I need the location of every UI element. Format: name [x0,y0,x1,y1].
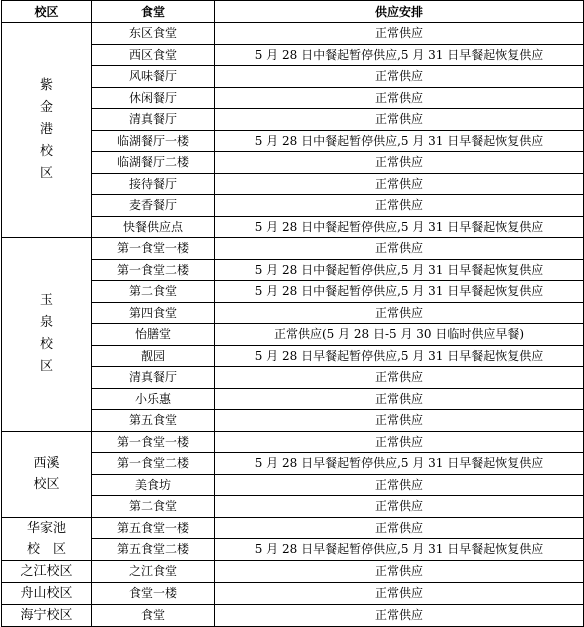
canteen-name-cell: 休闲餐厅 [92,87,215,109]
campus-label-line: 玉 [39,293,53,309]
canteen-name-cell: 食堂 [92,604,215,626]
arrangement-cell: 正常供应 [215,173,584,195]
arrangement-cell: 正常供应 [215,410,584,432]
canteen-name-cell: 清真餐厅 [92,367,215,389]
table-row [2,604,584,626]
header-canteen: 食堂 [92,1,215,23]
arrangement-cell: 正常供应 [215,496,584,518]
arrangement-cell: 正常供应 [215,388,584,410]
canteen-name-cell: 食堂一楼 [92,582,215,604]
canteen-name-cell: 清真餐厅 [92,109,215,131]
arrangement-cell: 正常供应 [215,238,584,260]
canteen-name-cell: 第一食堂二楼 [92,453,215,475]
campus-label-line: 泉 [39,315,53,331]
canteen-name-cell: 第二食堂 [92,281,215,303]
campus-label-line: 紫 [39,78,53,93]
canteen-name-cell: 第一食堂一楼 [92,238,215,260]
arrangement-cell: 正常供应 [215,431,584,453]
table-body [2,23,584,627]
header-row [2,1,584,23]
canteen-name-cell: 临湖餐厅二楼 [92,152,215,174]
header-campus: 校区 [2,1,92,23]
arrangement-cell: 正常供应 [215,517,584,539]
canteen-name-cell: 风味餐厅 [92,66,215,88]
campus-cell [2,238,92,432]
canteen-name-cell: 怡膳堂 [92,324,215,346]
campus-label-line: 西溪 [33,456,60,471]
campus-label-line: 之江校区 [20,563,73,579]
campus-label-line: 校 区 [26,541,66,557]
canteen-name-cell: 西区食堂 [92,44,215,66]
arrangement-cell: 5 月 28 日中餐起暂停供应,5 月 31 日早餐起恢复供应 [215,216,584,238]
arrangement-cell: 正常供应 [215,23,584,45]
arrangement-cell: 5 月 28 日早餐起暂停供应,5 月 31 日早餐起恢复供应 [215,539,584,561]
campus-cell [2,604,92,626]
canteen-name-cell: 美食坊 [92,474,215,496]
arrangement-cell: 正常供应 [215,66,584,88]
canteen-name-cell: 第五食堂 [92,410,215,432]
canteen-name-cell: 接待餐厅 [92,173,215,195]
arrangement-cell: 5 月 28 日早餐起暂停供应,5 月 31 日早餐起恢复供应 [215,345,584,367]
canteen-name-cell: 第一食堂二楼 [92,259,215,281]
table-row [2,431,584,453]
arrangement-cell: 5 月 28 日中餐起暂停供应,5 月 31 日早餐起恢复供应 [215,281,584,303]
campus-label-line: 区 [39,359,53,375]
canteen-name-cell: 之江食堂 [92,560,215,582]
campus-label-line: 校 [39,337,53,353]
arrangement-cell: 5 月 28 日中餐起暂停供应,5 月 31 日早餐起恢复供应 [215,44,584,66]
campus-label-line: 金 [39,100,53,115]
arrangement-cell: 5 月 28 日早餐起暂停供应,5 月 31 日早餐起恢复供应 [215,453,584,475]
canteen-name-cell: 东区食堂 [92,23,215,45]
campus-cell [2,582,92,604]
arrangement-cell: 正常供应(5 月 28 日-5 月 30 日临时供应早餐) [215,324,584,346]
campus-label-line: 华家池 [26,520,66,536]
arrangement-cell: 5 月 28 日中餐起暂停供应,5 月 31 日早餐起恢复供应 [215,259,584,281]
canteen-name-cell: 第二食堂 [92,496,215,518]
table-row [2,23,584,45]
arrangement-cell: 正常供应 [215,302,584,324]
arrangement-cell: 正常供应 [215,152,584,174]
arrangement-cell: 正常供应 [215,560,584,582]
campus-cell [2,23,92,238]
campus-label-line: 海宁校区 [20,607,73,623]
arrangement-cell: 正常供应 [215,582,584,604]
header-arrangement: 供应安排 [215,1,584,23]
table-row [2,560,584,582]
canteen-name-cell: 快餐供应点 [92,216,215,238]
arrangement-cell: 正常供应 [215,604,584,626]
canteen-name-cell: 小乐惠 [92,388,215,410]
table-row [2,238,584,260]
campus-label-line: 校区 [33,477,60,492]
canteen-name-cell: 第一食堂一楼 [92,431,215,453]
canteen-name-cell: 麦香餐厅 [92,195,215,217]
table-row [2,582,584,604]
canteen-name-cell: 第四食堂 [92,302,215,324]
campus-label-line: 港 [39,122,53,137]
campus-cell [2,560,92,582]
arrangement-cell: 正常供应 [215,195,584,217]
campus-label-line: 校 [39,144,53,159]
arrangement-cell: 正常供应 [215,87,584,109]
canteen-name-cell: 靓园 [92,345,215,367]
arrangement-cell: 正常供应 [215,109,584,131]
table-row [2,517,584,539]
campus-cell [2,431,92,517]
campus-label-line: 区 [39,166,53,181]
canteen-name-cell: 第五食堂一楼 [92,517,215,539]
canteen-name-cell: 第五食堂二楼 [92,539,215,561]
campus-label-line: 舟山校区 [20,585,73,601]
arrangement-cell: 正常供应 [215,474,584,496]
arrangement-cell: 正常供应 [215,367,584,389]
canteen-name-cell: 临湖餐厅一楼 [92,130,215,152]
campus-cell [2,517,92,560]
canteen-schedule-table [1,0,584,627]
arrangement-cell: 5 月 28 日中餐起暂停供应,5 月 31 日早餐起恢复供应 [215,130,584,152]
